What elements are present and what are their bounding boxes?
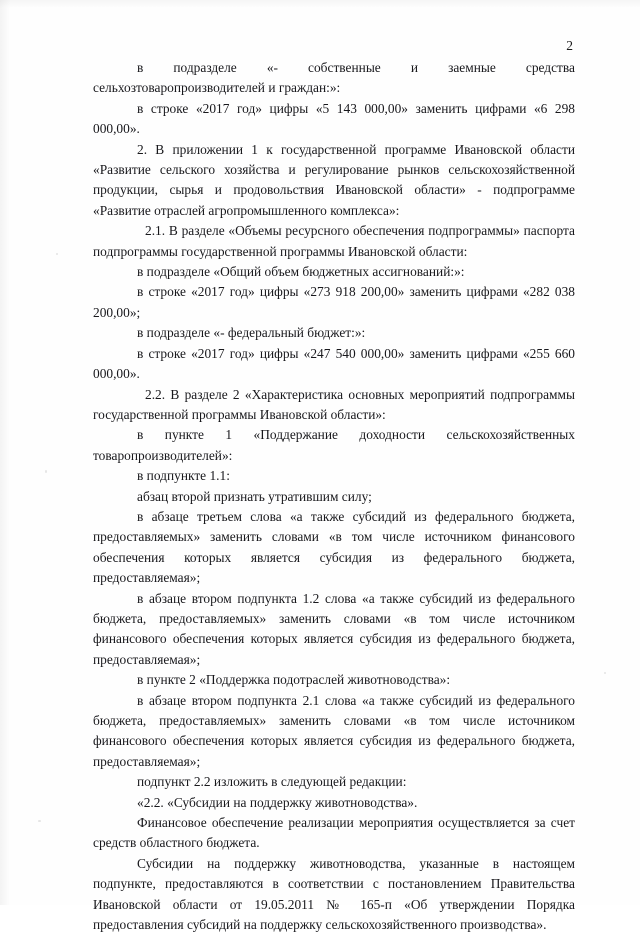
paragraph: Субсидии на поддержку животноводства, указанные в настоящем подпункте, предоставляются в соответствии с постановлением Правительства Ивановской области от 19.05.2011 № 165-п «Об утверждении Порядка предоставления субсидий на поддержку сельскохозяйственного производства».: [93, 855, 575, 933]
paragraph: в подпункте 1.1:: [137, 468, 230, 484]
paragraph: 2.2. В разделе 2 «Характеристика основных мероприятий подпрограммы государственной программы Ивановской области»:: [93, 386, 575, 422]
paragraph: в подразделе «- федеральный бюджет:»:: [137, 325, 366, 341]
paragraph: 2. В приложении 1 к государственной программе Ивановской области «Развитие сельского хозяйства и регулирование рынков сельскохозяйственной продукции, сырья и продовольствия Ивановской области» - подпрограмме «Развитие отраслей агропромышленного комплекса»:: [93, 141, 575, 218]
document-text-body: [93, 58, 575, 935]
paragraph: в подразделе «- собственные и заемные средства сельхозтоваропроизводителей и граждан:»:: [93, 60, 575, 96]
page-number: 2: [566, 38, 573, 53]
paragraph: Финансовое обеспечение реализации мероприятия осуществляется за счет средств областного бюджета.: [93, 815, 575, 851]
paragraph: в абзаце третьем слова «а также субсидий из федерального бюджета, предоставляемых» заменить словами «в том числе источником финансового обеспечения которых является субсидия из федерального бюджета, предоставляемая»;: [93, 508, 575, 586]
page-edge-shadow-top: [0, 0, 640, 8]
paragraph: в строке «2017 год» цифры «247 540 000,00» заменить цифрами «255 660 000,00».: [93, 345, 575, 382]
page-edge-shadow-left: [0, 0, 10, 905]
paragraph: в абзаце втором подпункта 1.2 слова «а также субсидий из федерального бюджета, предоставляемых» заменить словами «в том числе источником финансового обеспечения которых является субсидия из федерального бюджета, предоставляемая»;: [93, 590, 575, 667]
paragraph: в пункте 1 «Поддержание доходности сельскохозяйственных товаропроизводителей»:: [93, 427, 575, 463]
paragraph: в строке «2017 год» цифры «273 918 200,00» заменить цифрами «282 038 200,00»;: [93, 284, 575, 320]
paragraph: 2.1. В разделе «Объемы ресурсного обеспечения подпрограммы» паспорта подпрограммы государственной программы Ивановской области:: [93, 223, 575, 259]
scan-speck: [45, 470, 47, 473]
scan-speck: [604, 672, 606, 674]
paragraph: подпункт 2.2 изложить в следующей редакции:: [137, 774, 407, 790]
scan-speck: [38, 820, 41, 822]
paragraph: абзац второй признать утратившим силу;: [137, 488, 372, 504]
paragraph: в пункте 2 «Поддержка подотраслей животноводства»:: [137, 672, 451, 688]
paragraph: в подразделе «Общий объем бюджетных ассигнований:»:: [137, 264, 465, 280]
paragraph: «2.2. «Субсидии на поддержку животноводства».: [137, 794, 418, 810]
paragraph: в строке «2017 год» цифры «5 143 000,00» заменить цифрами «6 298 000,00».: [93, 100, 575, 137]
paragraph: в абзаце втором подпункта 2.1 слова «а также субсидий из федерального бюджета, предоставляемых» заменить словами «в том числе источником финансового обеспечения которых является субсидия из федерального бюджета, предоставляемая»;: [93, 692, 575, 769]
scan-speck: [56, 253, 58, 255]
